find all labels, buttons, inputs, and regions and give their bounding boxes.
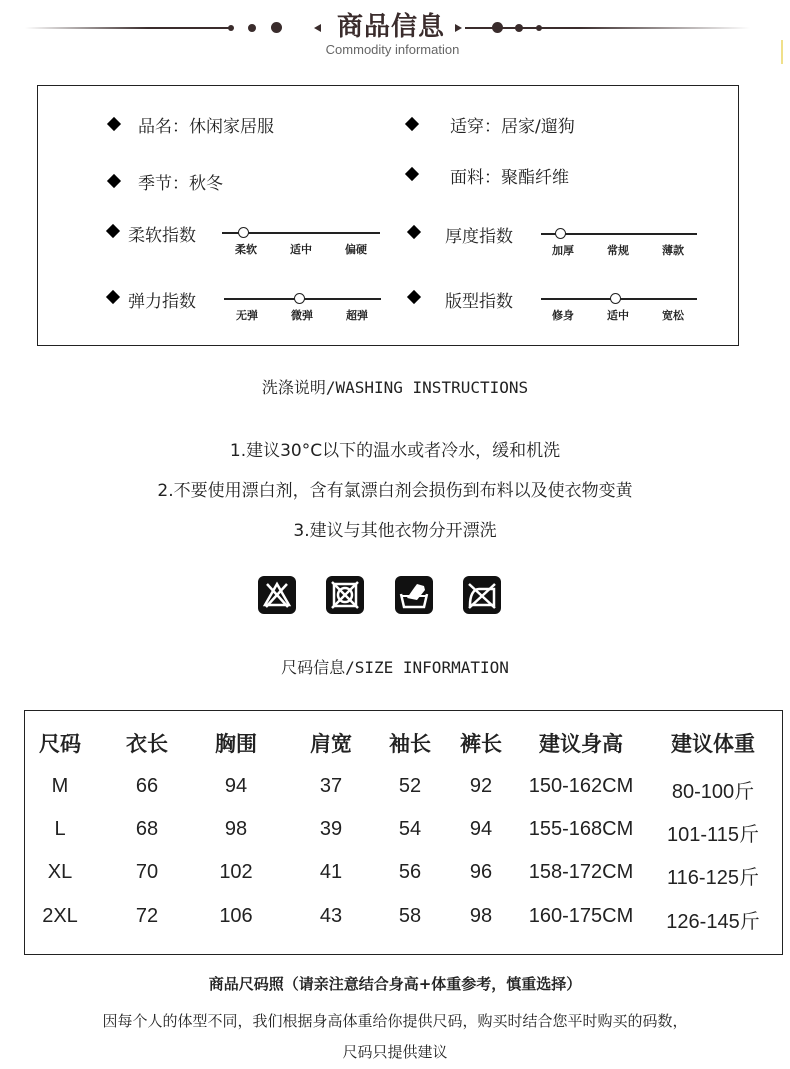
table-cell: 94 <box>224 775 248 797</box>
table-cell: 43 <box>319 905 343 927</box>
table-cell: 96 <box>469 861 493 883</box>
scale-option-label: 超弹 <box>346 309 368 322</box>
header-dot <box>271 22 282 33</box>
table-cell: M <box>51 775 69 797</box>
table-cell: 98 <box>224 818 248 840</box>
table-header-cell: 建议身高 <box>539 732 623 756</box>
scale-option-label: 无弹 <box>236 309 258 322</box>
table-cell: 98 <box>469 905 493 927</box>
info-item-label: 品名：休闲家居服 <box>138 117 274 137</box>
scale-name: 弹力指数 <box>128 292 196 312</box>
header-arrow-left-icon <box>314 24 321 32</box>
table-cell: 54 <box>398 818 422 840</box>
size-note: 尺码只提供建议 <box>342 1043 448 1061</box>
table-header-cell: 衣长 <box>126 732 168 756</box>
header-dot <box>248 24 256 32</box>
info-item-label: 季节：秋冬 <box>138 174 223 194</box>
scale-option-label: 微弹 <box>291 309 313 322</box>
washing-title: 洗涤说明/WASHING INSTRUCTIONS <box>261 378 529 397</box>
scale-indicator <box>555 228 566 239</box>
table-cell: 106 <box>219 905 253 927</box>
scale-option-label: 宽松 <box>662 309 684 322</box>
no-bleach-icon <box>258 576 296 614</box>
table-header-cell: 建议体重 <box>671 732 755 756</box>
scale-option-label: 适中 <box>290 243 312 256</box>
table-cell: 58 <box>398 905 422 927</box>
header-dot <box>536 25 542 31</box>
header-divider-right <box>465 27 750 29</box>
size-chart-heading: 商品尺码照（请亲注意结合身高+体重参考，慎重选择） <box>208 975 582 993</box>
info-item-label: 适穿：居家/遛狗 <box>450 117 575 137</box>
table-cell: 102 <box>219 861 253 883</box>
page-subtitle: Commodity information <box>325 42 460 57</box>
scale-option-label: 适中 <box>607 309 629 322</box>
table-cell: 56 <box>398 861 422 883</box>
info-item-label: 面料：聚酯纤维 <box>450 168 569 188</box>
washing-instruction: 2.不要使用漂白剂，含有氯漂白剂会损伤到布料以及使衣物变黄 <box>157 481 633 501</box>
table-cell: 150-162CM <box>528 775 634 797</box>
table-header-cell: 肩宽 <box>310 732 352 756</box>
table-cell: 70 <box>135 861 159 883</box>
table-cell: 158-172CM <box>528 861 634 883</box>
table-cell: 155-168CM <box>528 818 634 840</box>
table-header-cell: 袖长 <box>389 732 431 756</box>
table-cell: XL <box>47 861 73 883</box>
table-cell: 92 <box>469 775 493 797</box>
table-cell: 41 <box>319 861 343 883</box>
header-divider-left <box>25 27 230 29</box>
table-cell: 126-145斤 <box>666 911 760 933</box>
table-cell: 160-175CM <box>528 905 634 927</box>
scale-name: 版型指数 <box>445 292 513 312</box>
scale-indicator <box>238 227 249 238</box>
header-dot <box>228 25 234 31</box>
header-dot <box>492 22 503 33</box>
table-cell: 68 <box>135 818 159 840</box>
washing-instruction: 3.建议与其他衣物分开漂洗 <box>293 521 497 541</box>
table-cell: 66 <box>135 775 159 797</box>
no-iron-icon <box>463 576 501 614</box>
scale-option-label: 偏硬 <box>345 243 367 256</box>
scale-option-label: 修身 <box>552 309 574 322</box>
scale-option-label: 常规 <box>607 244 629 257</box>
hand-wash-icon <box>395 576 433 614</box>
header-arrow-right-icon <box>455 24 462 32</box>
table-header-cell: 尺码 <box>39 732 81 756</box>
table-cell: 37 <box>319 775 343 797</box>
edge-mark <box>781 40 783 64</box>
size-title: 尺码信息/SIZE INFORMATION <box>281 658 509 677</box>
scale-indicator <box>294 293 305 304</box>
size-note: 因每个人的体型不同，我们根据身高体重给你提供尺码，购买时结合您平时购买的码数， <box>102 1012 688 1030</box>
table-cell: 101-115斤 <box>667 824 759 846</box>
table-cell: 80-100斤 <box>671 781 755 803</box>
scale-name: 柔软指数 <box>128 226 196 246</box>
scale-option-label: 薄款 <box>662 244 684 257</box>
washing-instruction: 1.建议30°C以下的温水或者冷水，缓和机洗 <box>229 441 561 461</box>
scale-option-label: 柔软 <box>235 243 257 256</box>
scale-option-label: 加厚 <box>552 244 574 257</box>
table-cell: 2XL <box>42 905 78 927</box>
table-header-cell: 胸围 <box>215 732 257 756</box>
table-cell: 116-125斤 <box>667 867 759 889</box>
scale-indicator <box>610 293 621 304</box>
table-cell: 72 <box>135 905 159 927</box>
table-cell: 94 <box>469 818 493 840</box>
table-cell: 39 <box>319 818 343 840</box>
table-cell: L <box>54 818 66 840</box>
header-dot <box>515 24 523 32</box>
page-title: 商品信息 <box>336 12 445 42</box>
table-header-cell: 裤长 <box>460 732 502 756</box>
scale-name: 厚度指数 <box>445 227 513 247</box>
no-tumble-dry-icon <box>326 576 364 614</box>
table-cell: 52 <box>398 775 422 797</box>
